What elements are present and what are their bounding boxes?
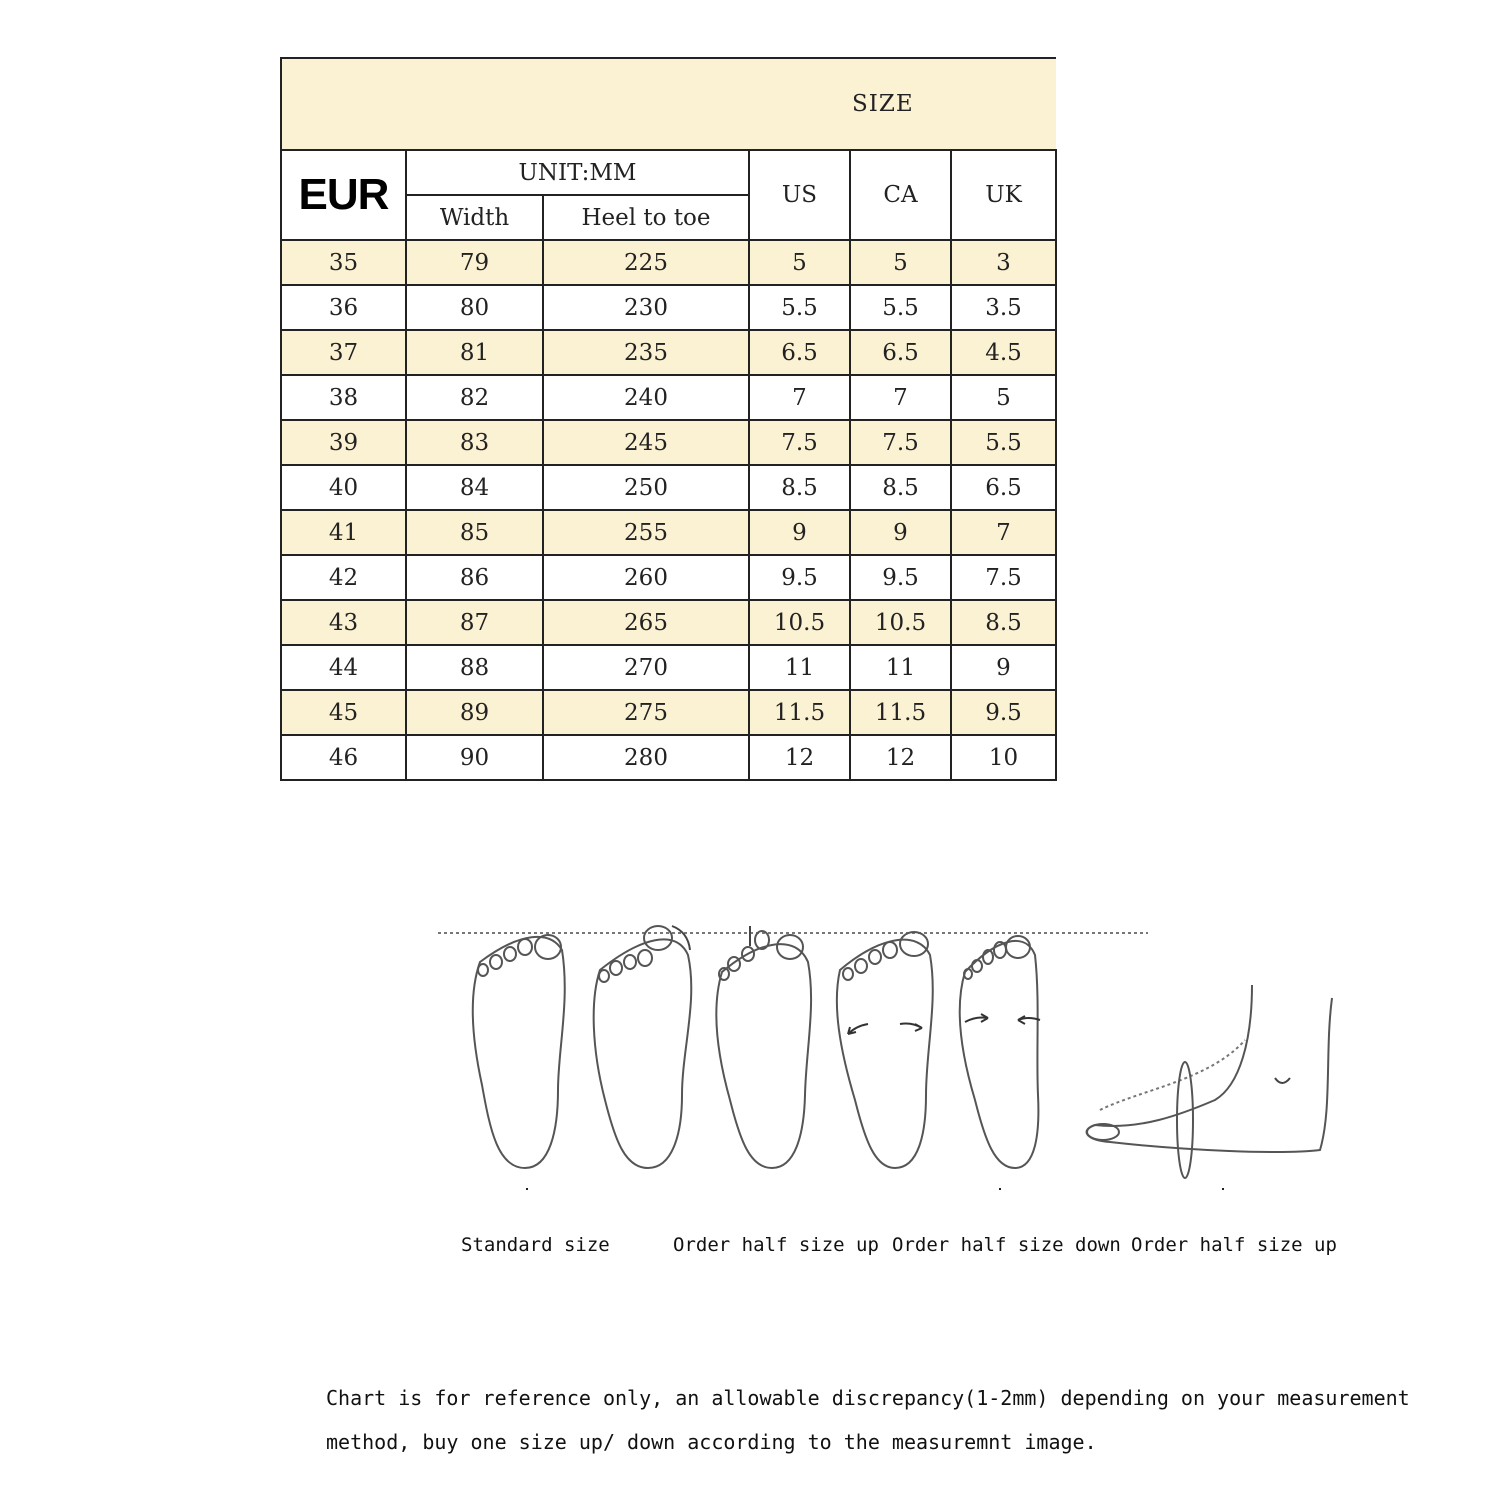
unit-header: UNIT:MM bbox=[406, 150, 749, 195]
cell-width: 80 bbox=[406, 285, 543, 330]
table-row bbox=[281, 735, 1056, 780]
caption-half-size-down: Order half size down bbox=[892, 1234, 1121, 1256]
table-row bbox=[281, 690, 1056, 735]
cell-us: 7 bbox=[749, 375, 850, 420]
cell-us: 5 bbox=[749, 240, 850, 285]
cell-us: 10.5 bbox=[749, 600, 850, 645]
cell-heel: 280 bbox=[543, 735, 749, 780]
table-row bbox=[281, 375, 1056, 420]
cell-eur: 36 bbox=[281, 285, 406, 330]
table-row bbox=[281, 645, 1056, 690]
cell-uk: 9.5 bbox=[951, 690, 1056, 735]
eur-header: EUR bbox=[281, 150, 406, 240]
egyptian-foot-icon bbox=[594, 926, 692, 1168]
table-row bbox=[281, 465, 1056, 510]
cell-us: 7.5 bbox=[749, 420, 850, 465]
title-row bbox=[281, 58, 1056, 150]
cell-ca: 7 bbox=[850, 375, 951, 420]
cell-heel: 275 bbox=[543, 690, 749, 735]
cell-uk: 6.5 bbox=[951, 465, 1056, 510]
cell-us: 9 bbox=[749, 510, 850, 555]
cell-eur: 44 bbox=[281, 645, 406, 690]
us-header: US bbox=[749, 150, 850, 240]
cell-width: 81 bbox=[406, 330, 543, 375]
narrow-foot-icon bbox=[960, 936, 1040, 1168]
size-chart-table bbox=[280, 57, 1057, 781]
high-instep-foot-icon bbox=[1087, 985, 1332, 1178]
ca-header: CA bbox=[850, 150, 951, 240]
cell-ca: 7.5 bbox=[850, 420, 951, 465]
cell-heel: 225 bbox=[543, 240, 749, 285]
cell-heel: 255 bbox=[543, 510, 749, 555]
standard-foot-icon bbox=[473, 935, 565, 1168]
cell-uk: 4.5 bbox=[951, 330, 1056, 375]
table-row bbox=[281, 285, 1056, 330]
cell-us: 11.5 bbox=[749, 690, 850, 735]
cell-eur: 42 bbox=[281, 555, 406, 600]
cell-heel: 265 bbox=[543, 600, 749, 645]
table-row bbox=[281, 555, 1056, 600]
cell-width: 87 bbox=[406, 600, 543, 645]
caption-half-size-up-instep: Order half size up bbox=[1131, 1234, 1337, 1256]
greek-foot-icon bbox=[716, 926, 811, 1168]
cell-uk: 7 bbox=[951, 510, 1056, 555]
caption-standard-size: Standard size bbox=[461, 1234, 610, 1256]
cell-heel: 235 bbox=[543, 330, 749, 375]
cell-heel: 250 bbox=[543, 465, 749, 510]
cell-us: 6.5 bbox=[749, 330, 850, 375]
cell-width: 88 bbox=[406, 645, 543, 690]
cell-width: 89 bbox=[406, 690, 543, 735]
width-header: Width bbox=[406, 195, 543, 240]
cell-eur: 39 bbox=[281, 420, 406, 465]
foot-shape-diagram bbox=[420, 910, 1380, 1190]
caption-half-size-up: Order half size up bbox=[673, 1234, 879, 1256]
cell-us: 11 bbox=[749, 645, 850, 690]
table-row bbox=[281, 240, 1056, 285]
table-row bbox=[281, 330, 1056, 375]
cell-heel: 245 bbox=[543, 420, 749, 465]
table-row bbox=[281, 420, 1056, 465]
cell-ca: 5.5 bbox=[850, 285, 951, 330]
table-row bbox=[281, 510, 1056, 555]
heel-to-toe-header: Heel to toe bbox=[543, 195, 749, 240]
cell-uk: 7.5 bbox=[951, 555, 1056, 600]
uk-header: UK bbox=[951, 150, 1056, 240]
cell-width: 86 bbox=[406, 555, 543, 600]
cell-heel: 270 bbox=[543, 645, 749, 690]
header-row bbox=[281, 150, 1056, 195]
cell-eur: 37 bbox=[281, 330, 406, 375]
cell-eur: 38 bbox=[281, 375, 406, 420]
cell-ca: 8.5 bbox=[850, 465, 951, 510]
cell-us: 5.5 bbox=[749, 285, 850, 330]
cell-uk: 9 bbox=[951, 645, 1056, 690]
cell-heel: 260 bbox=[543, 555, 749, 600]
cell-ca: 5 bbox=[850, 240, 951, 285]
cell-width: 84 bbox=[406, 465, 543, 510]
cell-eur: 41 bbox=[281, 510, 406, 555]
cell-ca: 10.5 bbox=[850, 600, 951, 645]
cell-uk: 3 bbox=[951, 240, 1056, 285]
cell-ca: 9 bbox=[850, 510, 951, 555]
cell-uk: 8.5 bbox=[951, 600, 1056, 645]
cell-ca: 11.5 bbox=[850, 690, 951, 735]
cell-ca: 9.5 bbox=[850, 555, 951, 600]
cell-eur: 43 bbox=[281, 600, 406, 645]
cell-ca: 11 bbox=[850, 645, 951, 690]
cell-heel: 230 bbox=[543, 285, 749, 330]
cell-width: 85 bbox=[406, 510, 543, 555]
cell-width: 83 bbox=[406, 420, 543, 465]
wide-foot-icon bbox=[837, 932, 933, 1168]
cell-us: 12 bbox=[749, 735, 850, 780]
cell-eur: 35 bbox=[281, 240, 406, 285]
cell-width: 82 bbox=[406, 375, 543, 420]
cell-eur: 46 bbox=[281, 735, 406, 780]
cell-ca: 6.5 bbox=[850, 330, 951, 375]
table-row bbox=[281, 600, 1056, 645]
cell-ca: 12 bbox=[850, 735, 951, 780]
caption-arrows bbox=[527, 1188, 1223, 1190]
cell-width: 90 bbox=[406, 735, 543, 780]
size-title: SIZE bbox=[281, 58, 1056, 150]
cell-uk: 5.5 bbox=[951, 420, 1056, 465]
cell-eur: 45 bbox=[281, 690, 406, 735]
cell-uk: 10 bbox=[951, 735, 1056, 780]
cell-uk: 5 bbox=[951, 375, 1056, 420]
cell-heel: 240 bbox=[543, 375, 749, 420]
cell-us: 9.5 bbox=[749, 555, 850, 600]
cell-width: 79 bbox=[406, 240, 543, 285]
cell-uk: 3.5 bbox=[951, 285, 1056, 330]
cell-eur: 40 bbox=[281, 465, 406, 510]
reference-note: Chart is for reference only, an allowable discrepancy(1-2mm) depending on your measurement method, buy one size up/ down according to the measuremnt image. bbox=[326, 1386, 1410, 1454]
cell-us: 8.5 bbox=[749, 465, 850, 510]
size-rows bbox=[281, 240, 1056, 780]
